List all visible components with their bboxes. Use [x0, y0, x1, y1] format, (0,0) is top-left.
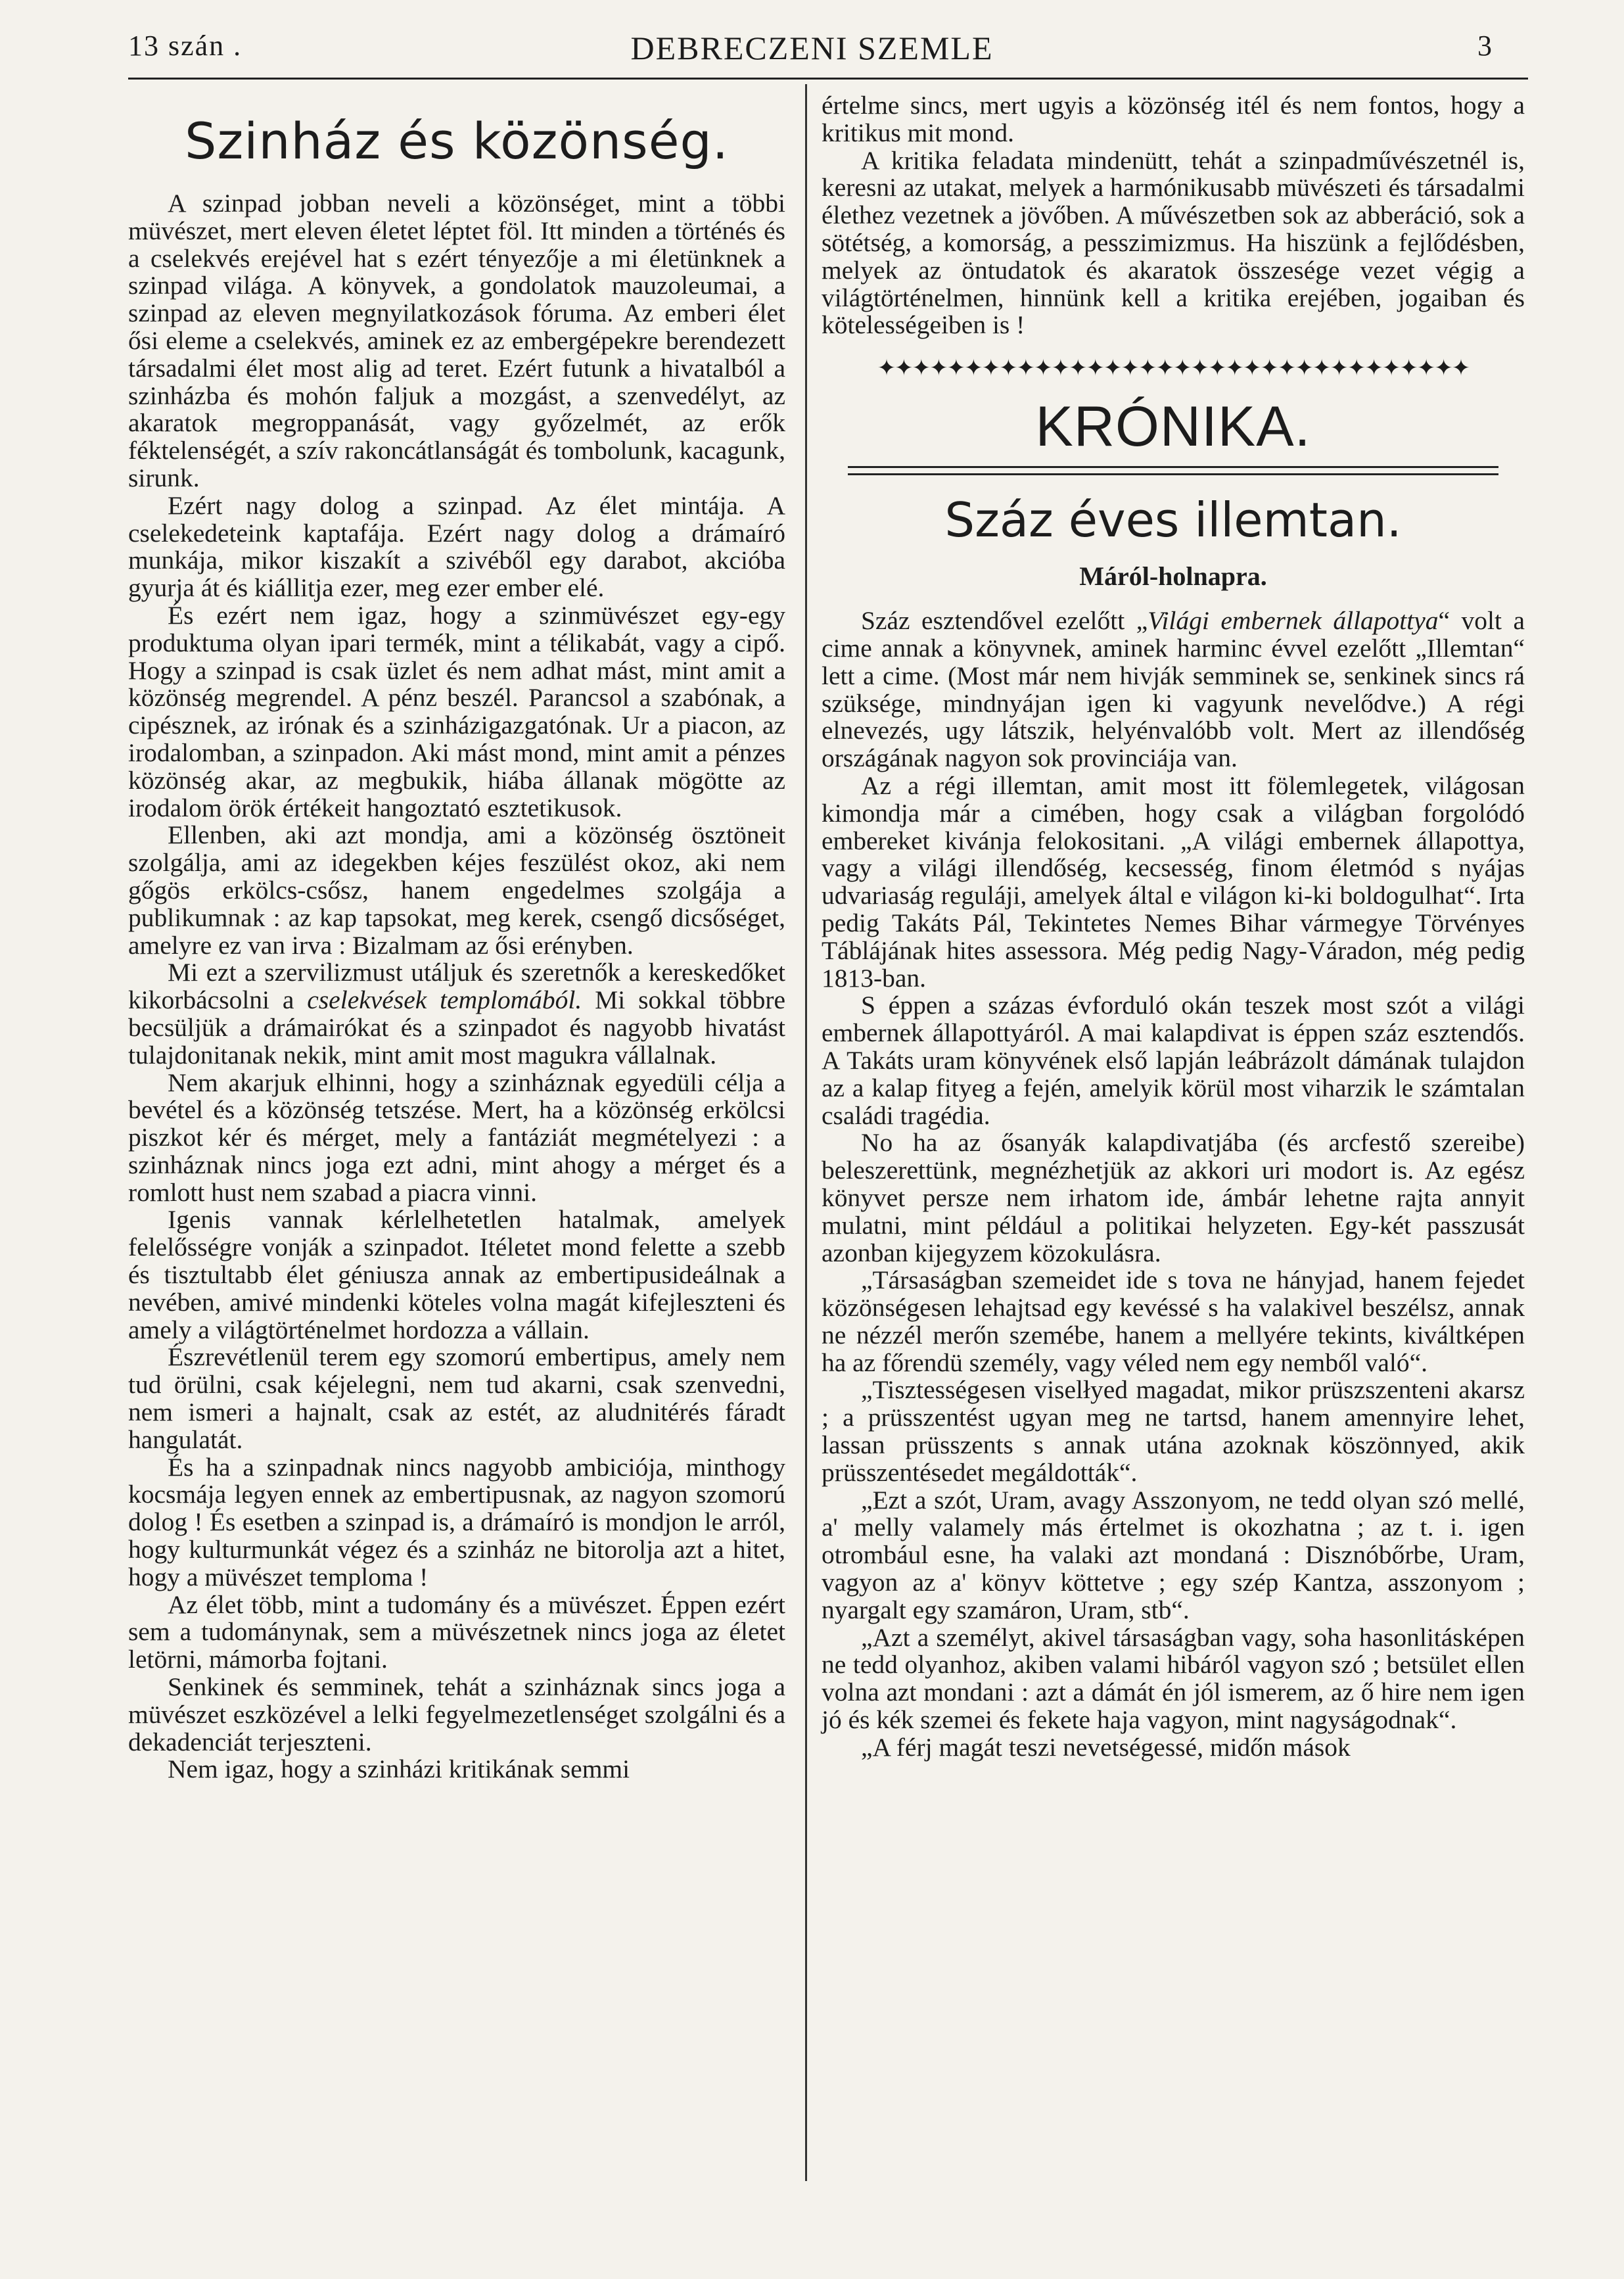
italic-phrase: Világi embernek állapottya — [1148, 606, 1439, 636]
paragraph: Igenis vannak kérlelhetetlen hatalmak, amelyek felelősségre vonják a szinpadot. Itéletet mond felette a szebb és tisztultabb élet géniusza annak az embertipusideálnak a nevében, amivé mindenki köteles volna magát kifejleszteni és amely a világtörténelmet hordozza a vállain. — [128, 1205, 785, 1344]
article-title: Szinház és közönség. — [185, 112, 729, 170]
paragraph-text: “ volt a cime annak a könyvnek, aminek harminc évvel ezelőtt „Illemtan“ lett a cime. (Most már nem hivják semminek se, senkinek sincs rá szüksége, mindnyájan igen ki vagyunk nevelődve.) A régi elnevezés, ugy látszik, helyénvalóbb volt. Mert az illendőség országának nagyon sok provinciája van. — [822, 606, 1525, 773]
paragraph-text: Mi sokkal többre becsüljük a drámairókat és a szinpadot és nagyobb hivatást tulajdonitanak nekik, mint amit most magukra vállalnak. — [128, 985, 786, 1069]
paragraph: „Tisztességesen viselłyed magadat, mikor prüszszenteni akarsz ; a prüsszentést ugyan meg ne tartsd, hanem amennyire lehet, lassan prüsszents s annak utána azoknak köszönnyed, akik prüsszentésedet megáldották“. — [822, 1375, 1525, 1487]
ornamental-divider: ✦✦✦✦✦✦✦✦✦✦✦✦✦✦✦✦✦✦✦✦✦✦✦✦✦✦✦✦✦✦✦✦✦✦ — [877, 355, 1470, 382]
paragraph: S éppen a százas évforduló okán teszek most szót a világi embernek állapottyáról. A mai kalapdivat is éppen száz esztendős. A Takáts uram könyvének első lapján leábrázolt dámának tulajdon az a kalap fityeg a fején, amelyik körül most viharzik le számtalan családi tragédia. — [822, 991, 1525, 1130]
paragraph: Az élet több, mint a tudomány és a müvészet. Éppen ezért sem a tudománynak, sem a müvészetnek nincs joga az életet letörni, mámorba fojtani. — [128, 1589, 785, 1674]
paragraph: No ha az ősanyák kalapdivatjába (és arcfestő szereibe) beleszerettünk, megnézhetjük az akkori uri modort is. Az egész könyvet persze nem irhatom ide, ámbár lehetne rajta annyit mulatni, mint például a politikai helyzeten. Egy-két passzusát azonban kijegyzem közokulásra. — [822, 1128, 1525, 1267]
paragraph — [822, 607, 1525, 772]
paragraph: Nem akarjuk elhinni, hogy a szinháznak egyedüli célja a bevétel és a közönség tetszése. Mert, ha a közönség erkölcsi piszkot kér és mérget, mely a fantáziát megmételyezi : a szinháznak nincs joga ezt adni, mint ahogy a mérget és a romlott hust nem szabad a piacra vinni. — [128, 1068, 785, 1207]
left-column — [128, 92, 785, 1783]
column-divider — [805, 84, 807, 2181]
section-title: KRÓNIKA. — [1035, 395, 1311, 459]
double-rule — [848, 466, 1498, 475]
paragraph-text: Mi ezt a szervilizmust utáljuk és szeretnők a kereskedőket kikorbácsolni a — [128, 958, 785, 1015]
paragraph: Senkinek és semminek, tehát a szinháznak sincs joga a müvészet eszközével a lelki fegyelmezetlenséget szolgálni és a dekadenciát terjeszteni. — [128, 1672, 785, 1756]
paragraph: „Azt a személyt, akivel társaságban vagy, soha hasonlitásképen ne tedd olyanhoz, akiben valami hibáról vagyon szó ; betsület ellen volna azt mondani : azt a dámát én jól ismerem, az ő hire nem igen jó és kék szemei és fekete haja vagyon, mint nagyságodnak“. — [822, 1622, 1525, 1735]
paragraph: És ha a szinpadnak nincs nagyobb ambiciója, minthogy kocsmája legyen ennek az embertipusnak, az nagyon szomorú dolog ! És esetben a szinpad is, a drámaíró is mondjon le arról, hogy kulturmunkát végez és a szinház ne bitorolja azt a hitet, hogy a müvészet temploma ! — [128, 1452, 785, 1591]
page-number: 3 — [1477, 30, 1492, 62]
paragraph: Észrevétlenül terem egy szomorú embertipus, amely nem tud örülni, csak kéjelegni, nem tud akarni, csak szenvedni, nem ismeri a hajnalt, csak az estét, az aludnitérés fáradt hangulatát. — [128, 1342, 785, 1454]
paragraph: A kritika feladata mindenütt, tehát a szinpadművészetnél is, keresni az utakat, melyek a harmónikusabb müvészeti és társadalmi élethez vezetnek a jövőben. A művészetben sok az abberáció, sok a sötétség, a komorság, a pesszimizmus. Ha hiszünk a fejlődésben, melyek az öntudatok és akaratok összesége vezet végig a világtörténelmen, hinnünk kell a kritika erejében, jogaiban és kötelességeiben is ! — [822, 145, 1525, 340]
header-rule — [128, 78, 1528, 80]
paragraph: A szinpad jobban neveli a közönséget, mint a többi müvészet, mert eleven életet léptet föl. Itt minden a történés és a cselekvés erejével hat s ezért tényezője a mi életünknek a szinpad világa. A könyvek, a gondolatok mauzoleumai, a szinpad az eleven megnyilatkozások fóruma. Az emberi élet ősi eleme a cselekvés, aminek ez az embergépekre berendezett társadalmi élet most alig ad teret. Ezért futunk a hivatalból a szinházba és mohón faljuk a mozgást, a szenvedélyt, az akaratok megroppanását, vagy győzelmét, az erők féktelenségét, a szív rakoncátlanságát és tombolunk, kacagunk, sirunk. — [128, 189, 785, 492]
right-column — [822, 92, 1525, 1762]
article-subtitle: Máról-holnapra. — [1079, 561, 1267, 592]
paragraph: Ezért nagy dolog a szinpad. Az élet mintája. A cselekedeteink kaptafája. Ezért nagy dolog a drámaíró munkája, mikor kiszakít a szivéből egy darabot, akcióba gyurja át és kiállitja ezer, meg ezer ember elé. — [128, 490, 785, 603]
paragraph: Az a régi illemtan, amit most itt fölemlegetek, világosan kimondja már a cimében, hogy csak a világban forgolódó embereket kivánja felokositani. „A világi embernek állapottya, vagy a világi illendőség, kecsesség, finom életmód s nyájas udvariaság reguláji, amelyek által e világon ki-ki boldogulhat“. Irta pedig Takáts Pál, Tekintetes Nemes Bihar vármegye Törvényes Táblájának hites assessora. Még pedig Nagy-Váradon, még pedig 1813-ban. — [822, 770, 1525, 993]
issue-number: 13 szán . — [128, 30, 243, 62]
paragraph: „A férj magát teszi nevetségessé, midőn mások — [861, 1732, 1351, 1762]
paragraph: „Társaságban szemeidet ide s tova ne hányjad, hanem fejedet közönségesen lehajtsad egy kevéssé s ha valakivel beszélsz, annak ne nézzél merőn szemébe, hanem a mellyére tekints, kiváltképen ha az főrendü személy, vagy véled nem egy nemből való“. — [822, 1265, 1525, 1377]
paragraph — [128, 959, 785, 1069]
article-title: Száz éves illemtan. — [944, 492, 1402, 548]
newspaper-title: DEBRECZENI SZEMLE — [630, 30, 994, 66]
paragraph-text: Száz esztendővel ezelőtt „ — [861, 606, 1148, 636]
italic-phrase: cselekvések templomából. — [307, 985, 582, 1015]
paragraph: értelme sincs, mert ugyis a közönség itél és nem fontos, hogy a kritikus mit mond. — [822, 91, 1525, 147]
paragraph: És ezért nem igaz, hogy a szinmüvészet egy-egy produktuma olyan ipari termék, mint a télikabát, vagy a cipő. Hogy a szinpad is csak üzlet és nem adhat mást, mint amit a közönség megrendel. A pénz beszél. Parancsol a szabónak, a cipésznek, az irónak és a szinházigazgatónak. Ur a piacon, az irodalomban, a szinpadon. Aki mást mond, mint amit a pénzes közönség akar, az megbukik, hiába állanak mögötte az irodalom örök értékeit hangoztató esztetikusok. — [128, 600, 785, 822]
paragraph: Ellenben, aki azt mondja, ami a közönség ösztöneit szolgálja, ami az idegekben kéjes feszülést okoz, aki nem gőgös erkölcs-csősz, hanem engedelmes szolgája a publikumnak : az kap tapsokat, meg kerek, csengő dicsőséget, amelyre ez van irva : Bizalmam az ősi erényben. — [128, 820, 785, 960]
paragraph: Nem igaz, hogy a szinházi kritikának semmi — [168, 1754, 630, 1784]
paragraph: „Ezt a szót, Uram, avagy Asszonyom, ne tedd olyan szó mellé, a' melly valamely más értelmet is okozhatna ; az t. i. igen otrombául esne, ha valaki azt mondaná : Disznóbőrbe, Uram, vagyon az a' könyv köttetve ; egy szép Kantza, asszonyom ; nyargalt egy szamáron, Uram, stb“. — [822, 1485, 1525, 1624]
